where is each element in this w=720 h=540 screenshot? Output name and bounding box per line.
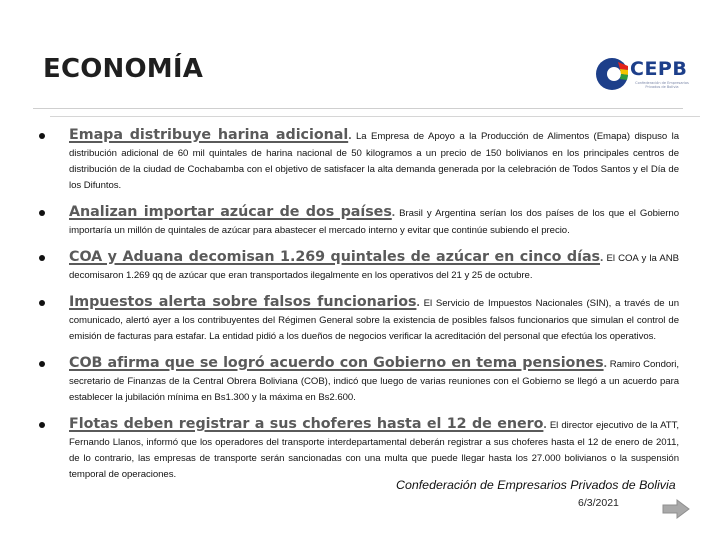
news-body: El COA y la ANB decomisaron 1.269 qq de azúcar que eran transportados ilegalmente en los operativos del 21 y 25 de octubre. — [69, 253, 679, 281]
headline-separator: . — [348, 128, 352, 142]
news-paragraph — [69, 413, 679, 483]
headline-separator: . — [391, 205, 396, 219]
news-body: La Empresa de Apoyo a la Producción de Alimentos (Emapa) dispuso la distribución adicional de 60 mil quintales de harina nacional de 50 kilogramos a un precio de 150 bolivianos en los principales centros de distribución de la ciudad de Cochabamba con el objetivo de satisfacer la alta demanda generada por la celebración de Todos Santos y el Día de los Difuntos. — [69, 131, 679, 191]
bullet-icon — [39, 133, 45, 139]
bullet-icon — [39, 361, 45, 367]
news-item — [39, 201, 679, 239]
headline-separator: . — [600, 250, 604, 264]
news-paragraph — [69, 246, 679, 284]
news-body: El director ejecutivo de la ATT, Fernando Llanos, informó que los operadores del transporte interdepartamental deberán registrar a sus choferes hasta el 12 de enero de 2011, de lo contrario, las empresas de transporte serán sancionadas con una multa que puede llegar hasta los 27.000 bolivianos o la suspensión temporal de operaciones. — [69, 420, 679, 480]
news-body: El Servicio de Impuestos Nacionales (SIN), a través de un comunicado, alertó ayer a los contribuyentes del Régimen General sobre la existencia de posibles falsos funcionarios que simulan el control de emisión de facturas para estafar. La entidad pidió a los dueños de negocios verificar la acreditación del personal que efectúa los operativos. — [69, 298, 679, 342]
cepb-logo — [594, 56, 694, 96]
news-headline-link[interactable]: Emapa distribuye harina adicional — [69, 127, 349, 143]
news-body: Ramiro Condori, secretario de Finanzas de la Central Obrera Boliviana (COB), indicó que luego de varias reuniones con el Gobierno se llegó a un acuerdo para establecer la jubilación mínima en Bs1.300 y la máxima en Bs2.600. — [69, 359, 679, 403]
news-paragraph — [69, 352, 679, 406]
header-divider-bottom — [50, 116, 700, 117]
logo-subtitle: Confederación de Empresarios Privados de Bolivia — [635, 81, 689, 89]
arrow-right-icon[interactable] — [662, 499, 690, 519]
news-headline-link[interactable]: Flotas deben registrar a sus choferes hasta el 12 de enero — [69, 416, 544, 432]
footer-date: 6/3/2021 — [578, 497, 619, 509]
header-divider-top — [33, 108, 683, 109]
news-headline-link[interactable]: COB afirma que se logró acuerdo con Gobierno en tema pensiones — [69, 355, 604, 371]
news-item — [39, 124, 679, 194]
bullet-icon — [39, 300, 45, 306]
news-paragraph — [69, 291, 679, 345]
cepb-logo-mark-icon — [594, 56, 630, 92]
news-item — [39, 246, 679, 284]
bullet-icon — [39, 422, 45, 428]
news-item — [39, 413, 679, 483]
news-paragraph — [69, 201, 679, 239]
news-body: Brasil y Argentina serían los dos países de los que el Gobierno importaría un millón de quintales de azúcar para abastecer el mercado interno y evitar que continúe subiendo el precio. — [69, 208, 679, 236]
headline-separator: . — [416, 295, 420, 309]
news-headline-link[interactable]: Impuestos alerta sobre falsos funcionarios — [69, 294, 417, 310]
news-item — [39, 352, 679, 406]
news-paragraph — [69, 124, 679, 194]
headline-separator: . — [603, 356, 607, 370]
news-list — [39, 124, 679, 490]
bullet-icon — [39, 210, 45, 216]
logo-brand-text: CEPB — [630, 58, 688, 80]
footer-organization: Confederación de Empresarios Privados de Bolivia — [396, 478, 676, 492]
news-headline-link[interactable]: Analizan importar azúcar de dos países — [69, 204, 392, 220]
page-title: ECONOMÍA — [43, 54, 204, 84]
news-item — [39, 291, 679, 345]
news-headline-link[interactable]: COA y Aduana decomisan 1.269 quintales de azúcar en cinco días — [69, 249, 601, 265]
headline-separator: . — [543, 417, 547, 431]
bullet-icon — [39, 255, 45, 261]
